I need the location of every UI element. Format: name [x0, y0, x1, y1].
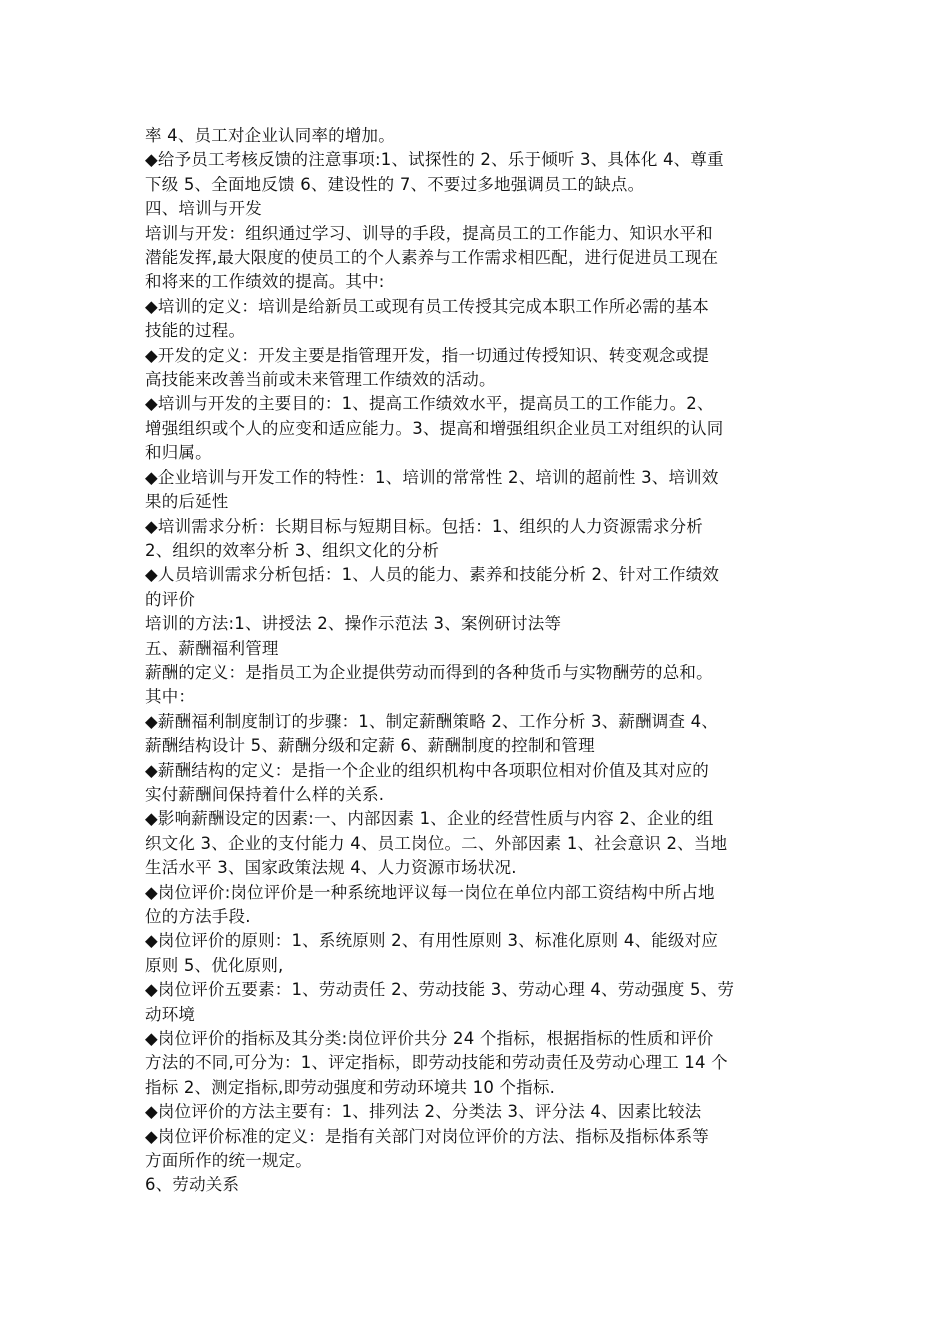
text-line: ◆薪酬结构的定义：是指一个企业的组织机构中各项职位相对价值及其对应的	[145, 760, 709, 780]
text-line: 位的方法手段.	[145, 907, 251, 926]
text-line: 的评价	[145, 589, 196, 609]
text-line: ◆岗位评价标准的定义：是指有关部门对岗位评价的方法、指标及指标体系等	[145, 1126, 709, 1146]
text-line: 其中：	[145, 687, 196, 707]
text-line: ◆薪酬福利制度制订的步骤：1、制定薪酬策略 2、工作分析 3、薪酬调查 4、	[145, 711, 719, 731]
text-line: ◆培训需求分析：长期目标与短期目标。包括：1、组织的人力资源需求分析	[145, 516, 703, 536]
text-line: 方面所作的统一规定。	[145, 1151, 312, 1171]
text-line: ◆培训的定义：培训是给新员工或现有员工传授其完成本职工作所必需的基本	[145, 296, 709, 316]
section-heading: 6、劳动关系	[145, 1175, 240, 1195]
text-line: 2、组织的效率分析 3、组织文化的分析	[145, 540, 440, 560]
text-line: 薪酬结构设计 5、薪酬分级和定薪 6、薪酬制度的控制和管理	[145, 736, 595, 756]
text-line: 生活水平 3、国家政策法规 4、人力资源市场状况.	[145, 858, 517, 878]
text-line: 和归属。	[145, 443, 212, 463]
text-line: 高技能来改善当前或未来管理工作绩效的活动。	[145, 370, 496, 390]
text-line: 方法的不同,可分为：1、评定指标，即劳动技能和劳动责任及劳动心理工 14 个	[145, 1053, 728, 1073]
text-line: ◆岗位评价的方法主要有：1、排列法 2、分类法 3、评分法 4、因素比较法	[145, 1102, 702, 1122]
text-line: 下级 5、全面地反馈 6、建设性的 7、不要过多地强调员工的缺点。	[145, 174, 645, 194]
text-line: 原则 5、优化原则,	[145, 955, 284, 975]
text-line: 和将来的工作绩效的提高。其中:	[145, 272, 385, 292]
text-line: 动环境	[145, 1004, 196, 1024]
text-line: ◆开发的定义：开发主要是指管理开发，指一切通过传授知识、转变观念或提	[145, 345, 709, 365]
document-body	[145, 124, 810, 1198]
text-line: 培训的方法:1、讲授法 2、操作示范法 3、案例研讨法等	[145, 614, 562, 634]
text-line: 率 4、员工对企业认同率的增加。	[145, 126, 395, 145]
text-line: 技能的过程。	[145, 321, 246, 341]
text-line: 增强组织或个人的应变和适应能力。3、提高和增强组织企业员工对组织的认同	[145, 418, 724, 438]
text-line: 织文化 3、企业的支付能力 4、员工岗位。二、外部因素 1、社会意识 2、当地	[145, 833, 728, 853]
text-line: ◆影响薪酬设定的因素:一、内部因素 1、企业的经营性质与内容 2、企业的组	[145, 809, 714, 829]
text-line: ◆岗位评价五要素：1、劳动责任 2、劳动技能 3、劳动心理 4、劳动强度 5、劳	[145, 980, 735, 1000]
text-line: 潜能发挥,最大限度的使员工的个人素养与工作需求相匹配，进行促进员工现在	[145, 248, 719, 268]
text-line: 薪酬的定义：是指员工为企业提供劳动而得到的各种货币与实物酬劳的总和。	[145, 662, 713, 682]
section-heading: 五、薪酬福利管理	[145, 638, 279, 658]
text-line: ◆岗位评价的原则：1、系统原则 2、有用性原则 3、标准化原则 4、能级对应	[145, 931, 719, 951]
text-line: ◆给予员工考核反馈的注意事项:1、试探性的 2、乐于倾听 3、具体化 4、尊重	[145, 150, 724, 170]
text-line: ◆人员培训需求分析包括：1、人员的能力、素养和技能分析 2、针对工作绩效	[145, 565, 720, 585]
text-line: ◆岗位评价的指标及其分类:岗位评价共分 24 个指标，根据指标的性质和评价	[145, 1029, 714, 1049]
text-line: ◆岗位评价:岗位评价是一种系统地评议每一岗位在单位内部工资结构中所占地	[145, 882, 715, 902]
text-line: ◆培训与开发的主要目的：1、提高工作绩效水平，提高员工的工作能力。2、	[145, 394, 714, 414]
text-line: 果的后延性	[145, 492, 229, 512]
text-line: 指标 2、测定指标,即劳动强度和劳动环境共 10 个指标.	[145, 1077, 556, 1097]
section-heading: 四、培训与开发	[145, 199, 262, 219]
text-line: 实付薪酬间保持着什么样的关系.	[145, 784, 385, 804]
text-line: 培训与开发：组织通过学习、训导的手段，提高员工的工作能力、知识水平和	[145, 223, 713, 243]
text-line: ◆企业培训与开发工作的特性：1、培训的常常性 2、培训的超前性 3、培训效	[145, 467, 719, 487]
